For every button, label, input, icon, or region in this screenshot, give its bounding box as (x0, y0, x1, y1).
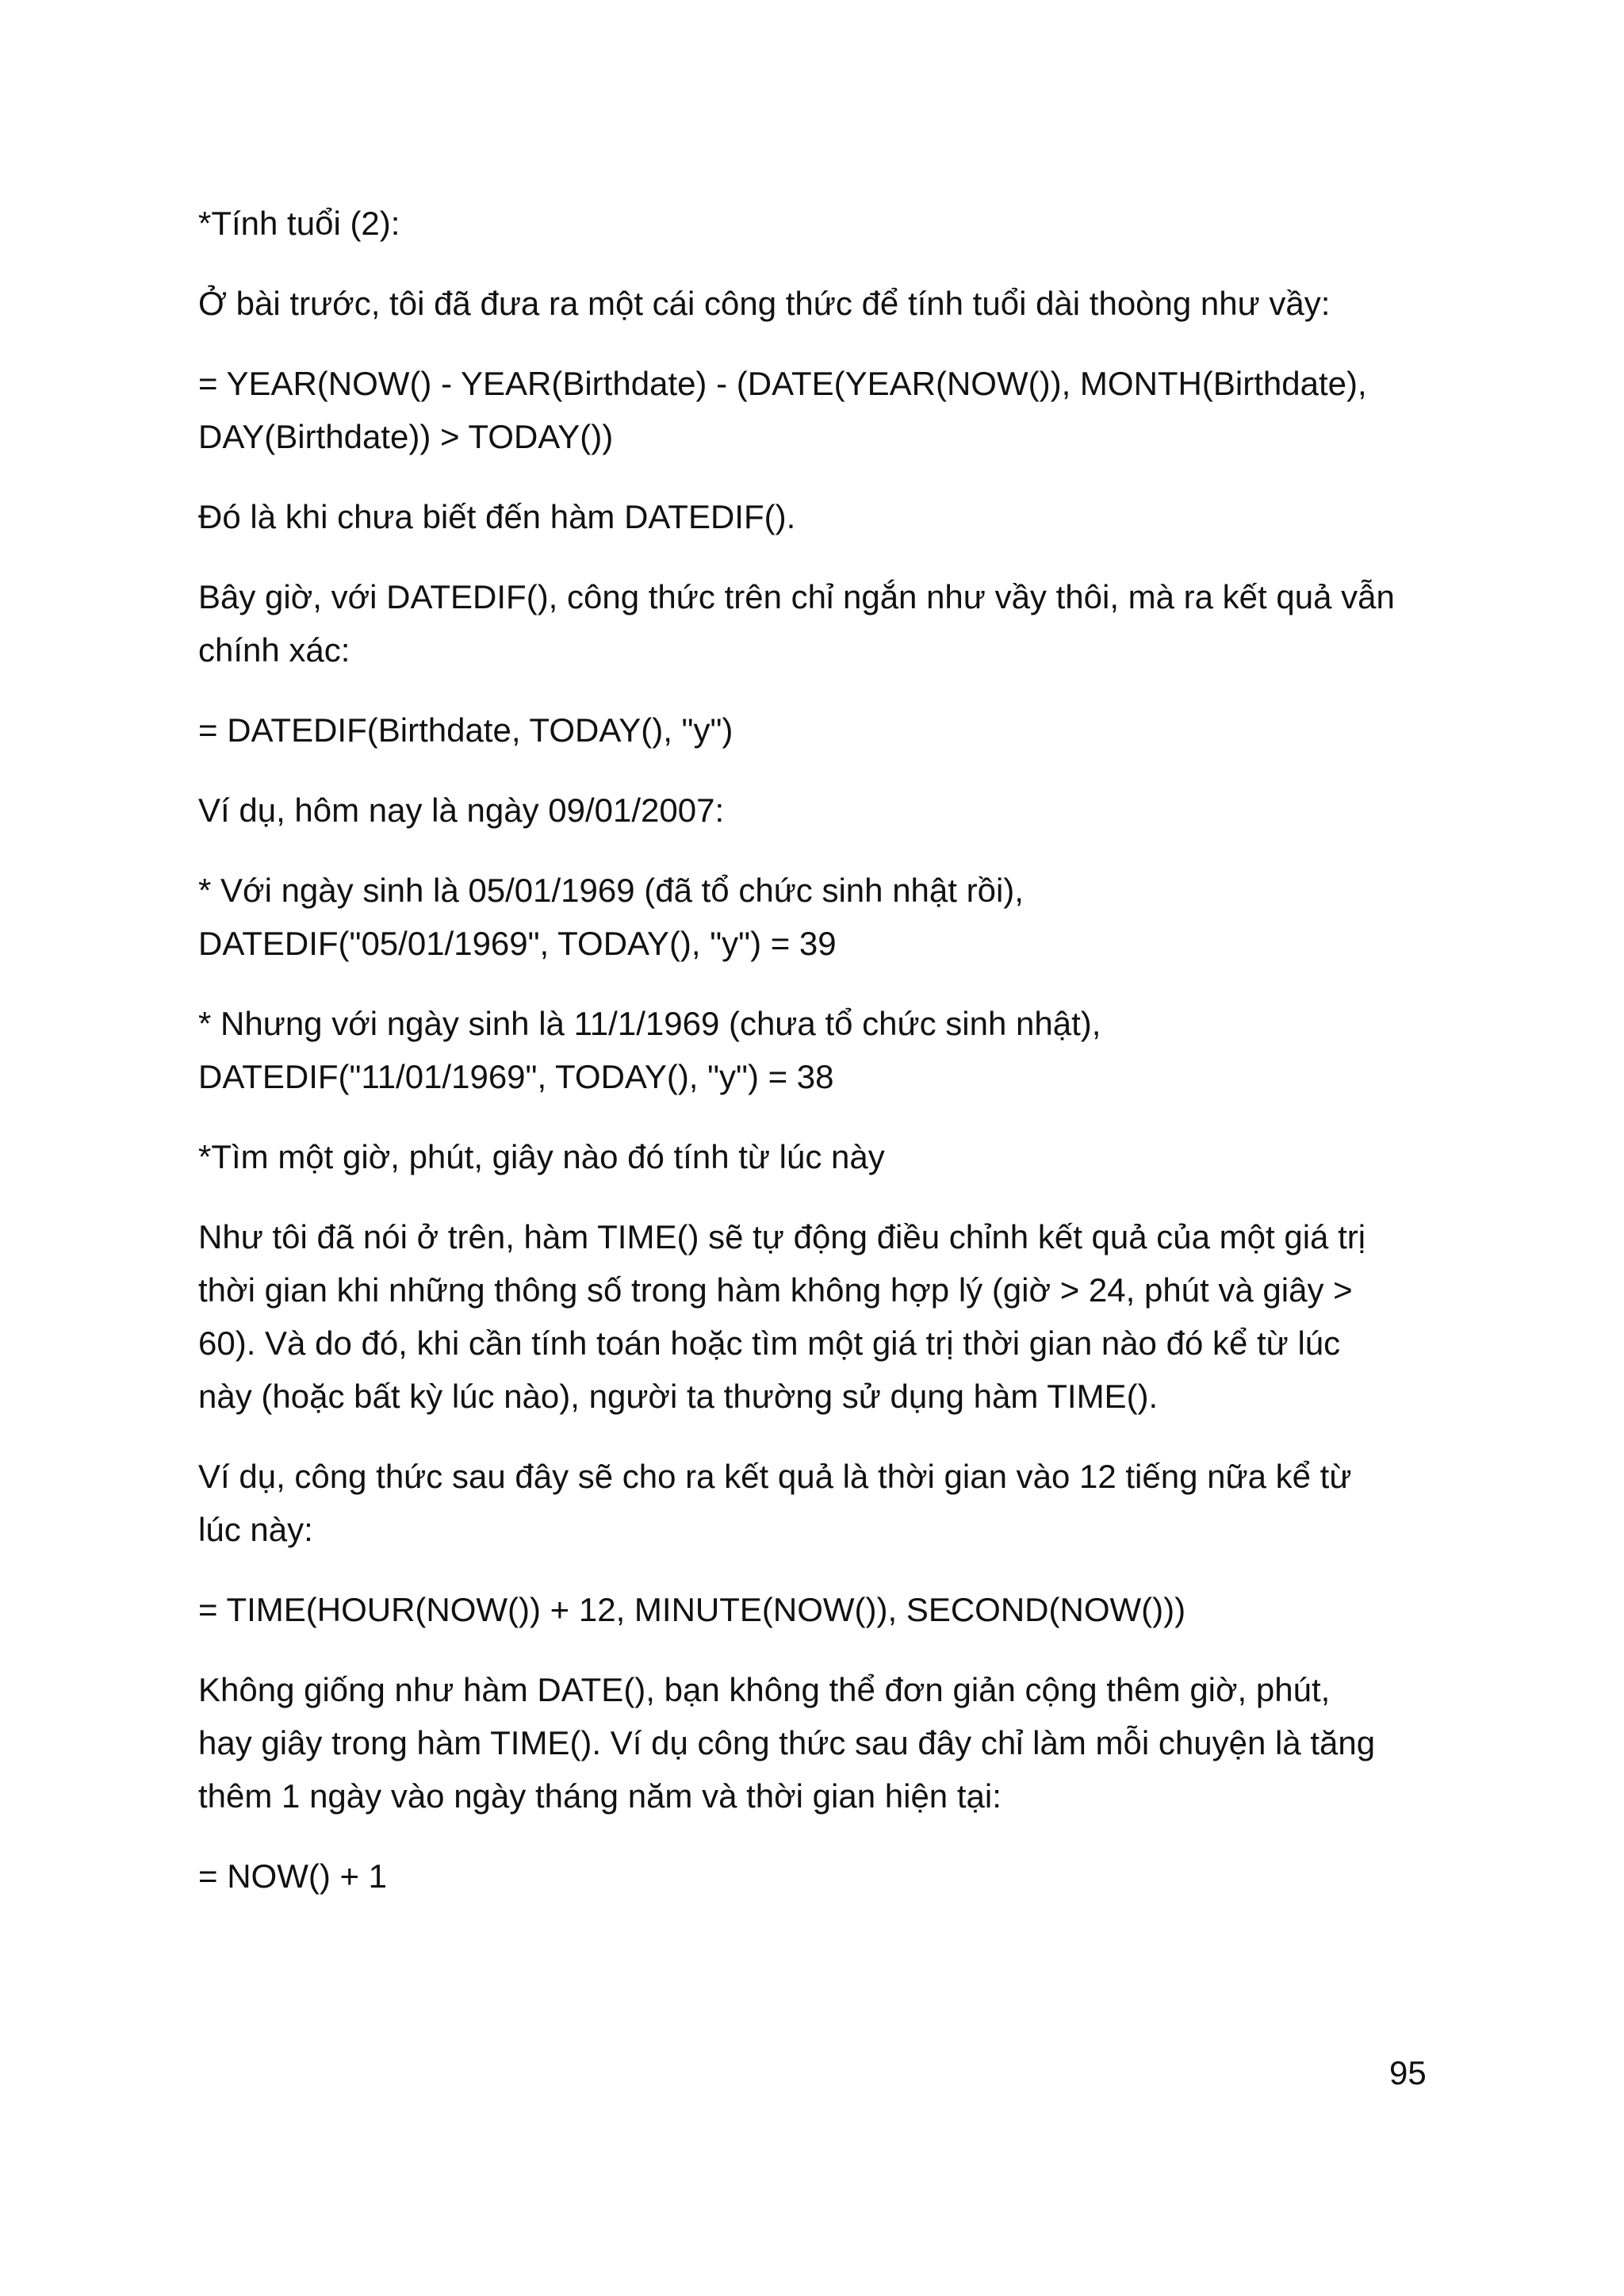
paragraph-time-function (198, 1210, 1435, 1423)
text-line: hay giây trong hàm TIME(). Ví dụ công thức sau đây chỉ làm mỗi chuyện là tăng (198, 1724, 1376, 1761)
paragraph-date-vs-time (198, 1663, 1435, 1823)
text-line: lúc này: (198, 1511, 313, 1548)
formula-datedif (198, 703, 1435, 757)
text-line: *Tính tuổi (2): (198, 205, 400, 242)
text-line: chính xác: (198, 631, 350, 669)
text-line: Ví dụ, hôm nay là ngày 09/01/2007: (198, 792, 725, 829)
text-line: * Nhưng với ngày sinh là 11/1/1969 (chưa tổ chức sinh nhật), (198, 1005, 1101, 1042)
page-body (198, 197, 1435, 1930)
formula-long-age (198, 357, 1435, 463)
text-line: thêm 1 ngày vào ngày tháng năm và thời gian hiện tại: (198, 1777, 1002, 1815)
formula-time-plus-12 (198, 1583, 1435, 1636)
example-birthday-not-passed (198, 997, 1435, 1103)
heading-find-time (198, 1130, 1435, 1183)
text-line: = DATEDIF(Birthdate, TODAY(), "y") (198, 711, 733, 749)
text-line: này (hoặc bất kỳ lúc nào), người ta thường sử dụng hàm TIME(). (198, 1378, 1159, 1415)
text-line: = TIME(HOUR(NOW()) + 12, MINUTE(NOW()), SECOND(NOW())) (198, 1591, 1186, 1628)
text-line: = NOW() + 1 (198, 1857, 388, 1895)
page-number: 95 (1389, 2054, 1427, 2091)
paragraph-intro (198, 277, 1435, 330)
text-line: *Tìm một giờ, phút, giây nào đó tính từ lúc này (198, 1138, 885, 1175)
formula-now-plus-1 (198, 1849, 1435, 1903)
paragraph-datedif-note (198, 490, 1435, 543)
text-line: Không giống như hàm DATE(), bạn không thể đơn giản cộng thêm giờ, phút, (198, 1671, 1331, 1708)
text-line: thời gian khi những thông số trong hàm không hợp lý (giờ > 24, phút và giây > (198, 1271, 1353, 1309)
text-line: Bây giờ, với DATEDIF(), công thức trên chỉ ngắn như vầy thôi, mà ra kết quả vẫn (198, 578, 1395, 615)
example-birthday-passed (198, 864, 1435, 970)
text-line: Ở bài trước, tôi đã đưa ra một cái công thức để tính tuổi dài thoòng như vầy: (198, 285, 1331, 322)
text-line: DATEDIF("05/01/1969", TODAY(), "y") = 39 (198, 925, 837, 962)
text-line: DAY(Birthdate)) > TODAY()) (198, 418, 614, 455)
paragraph-datedif-short (198, 570, 1435, 677)
paragraph-example-date (198, 784, 1435, 837)
text-line: = YEAR(NOW() - YEAR(Birthdate) - (DATE(YEAR(NOW()), MONTH(Birthdate), (198, 365, 1367, 402)
text-line: * Với ngày sinh là 05/01/1969 (đã tổ chức sinh nhật rồi), (198, 872, 1024, 909)
text-line: 60). Và do đó, khi cần tính toán hoặc tìm một giá trị thời gian nào đó kể từ lúc (198, 1324, 1341, 1362)
text-line: Ví dụ, công thức sau đây sẽ cho ra kết quả là thời gian vào 12 tiếng nữa kể từ (198, 1458, 1352, 1495)
text-line: DATEDIF("11/01/1969", TODAY(), "y") = 38 (198, 1058, 834, 1095)
heading-age-calculation (198, 197, 1435, 250)
text-line: Đó là khi chưa biết đến hàm DATEDIF(). (198, 498, 796, 535)
text-line: Như tôi đã nói ở trên, hàm TIME() sẽ tự động điều chỉnh kết quả của một giá trị (198, 1218, 1366, 1255)
paragraph-time-example (198, 1450, 1435, 1556)
